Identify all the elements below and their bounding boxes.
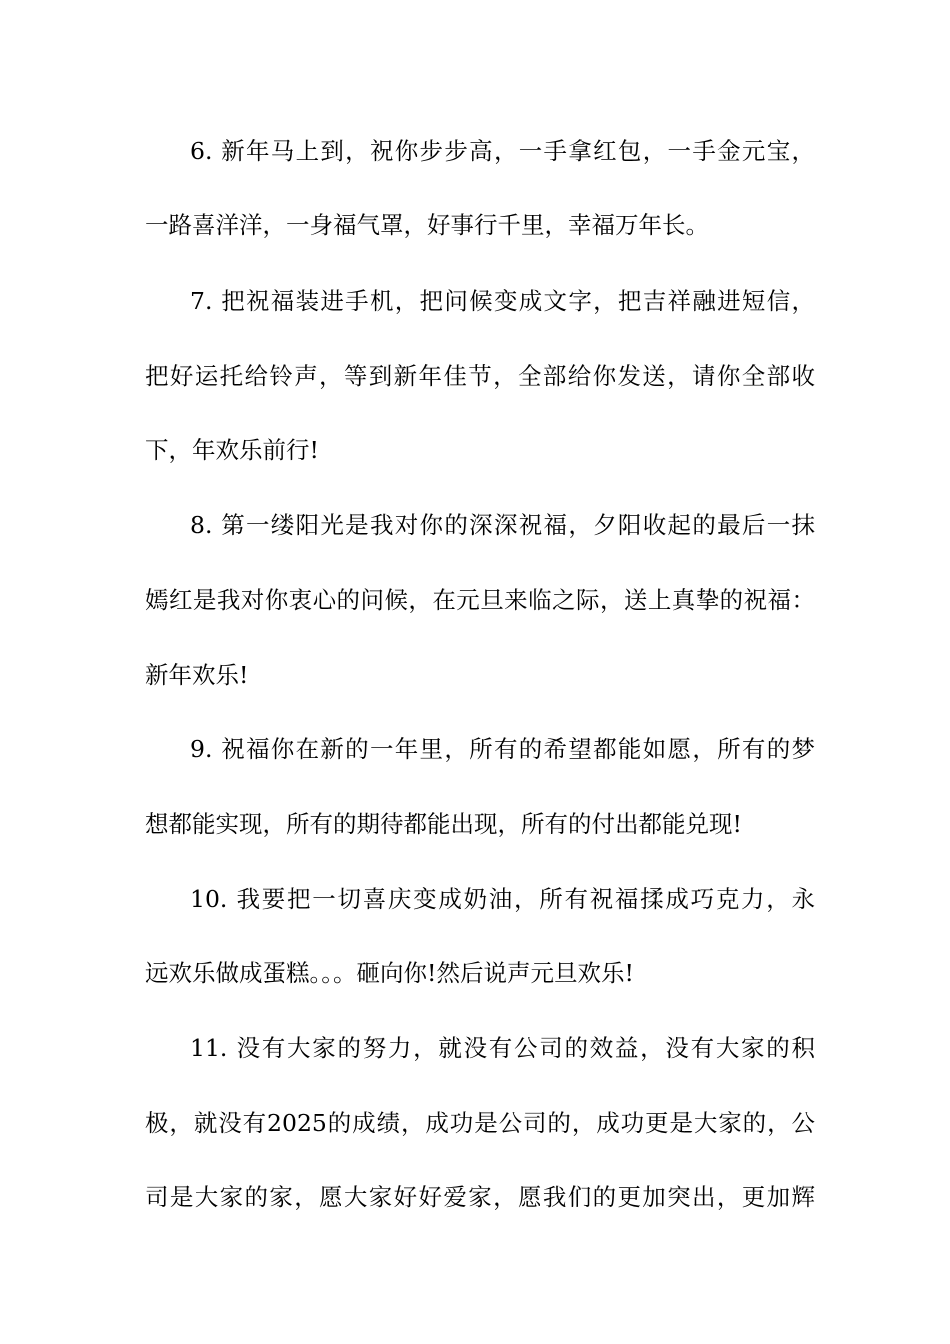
- paragraph-7-line-1: 7. 把祝福装进手机，把问候变成文字，把吉祥融进短信，: [190, 287, 815, 315]
- paragraph-10-line-2: 远欢乐做成蛋糕。。。砸向你!然后说声元旦欢乐!: [145, 959, 634, 987]
- paragraph-6-line-2: 一路喜洋洋，一身福气罩，好事行千里，幸福万年长。: [145, 211, 709, 239]
- paragraph-8-line-3: 新年欢乐!: [145, 661, 249, 689]
- paragraph-7-line-3: 下，年欢乐前行!: [145, 436, 319, 464]
- paragraph-11-line-1: 11. 没有大家的努力，就没有公司的效益，没有大家的积: [190, 1034, 815, 1062]
- paragraph-7-line-2: 把好运托给铃声，等到新年佳节，全部给你发送，请你全部收: [145, 362, 815, 390]
- paragraph-8-line-2: 嫣红是我对你衷心的问候，在元旦来临之际，送上真挚的祝福：: [145, 586, 815, 614]
- paragraph-9-line-2: 想都能实现，所有的期待都能出现，所有的付出都能兑现!: [145, 810, 742, 838]
- paragraph-6-line-1: 6. 新年马上到，祝你步步高，一手拿红包，一手金元宝，: [190, 137, 815, 165]
- paragraph-8-line-1: 8. 第一缕阳光是我对你的深深祝福，夕阳收起的最后一抹: [190, 511, 815, 539]
- paragraph-10-line-1: 10. 我要把一切喜庆变成奶油，所有祝福揉成巧克力，永: [190, 885, 815, 913]
- paragraph-11-line-3: 司是大家的家，愿大家好好爱家，愿我们的更加突出，更加辉: [145, 1183, 815, 1211]
- paragraph-9-line-1: 9. 祝福你在新的一年里，所有的希望都能如愿，所有的梦: [190, 735, 815, 763]
- paragraph-11-line-2: 极，就没有2025的成绩，成功是公司的，成功更是大家的，公: [145, 1109, 815, 1137]
